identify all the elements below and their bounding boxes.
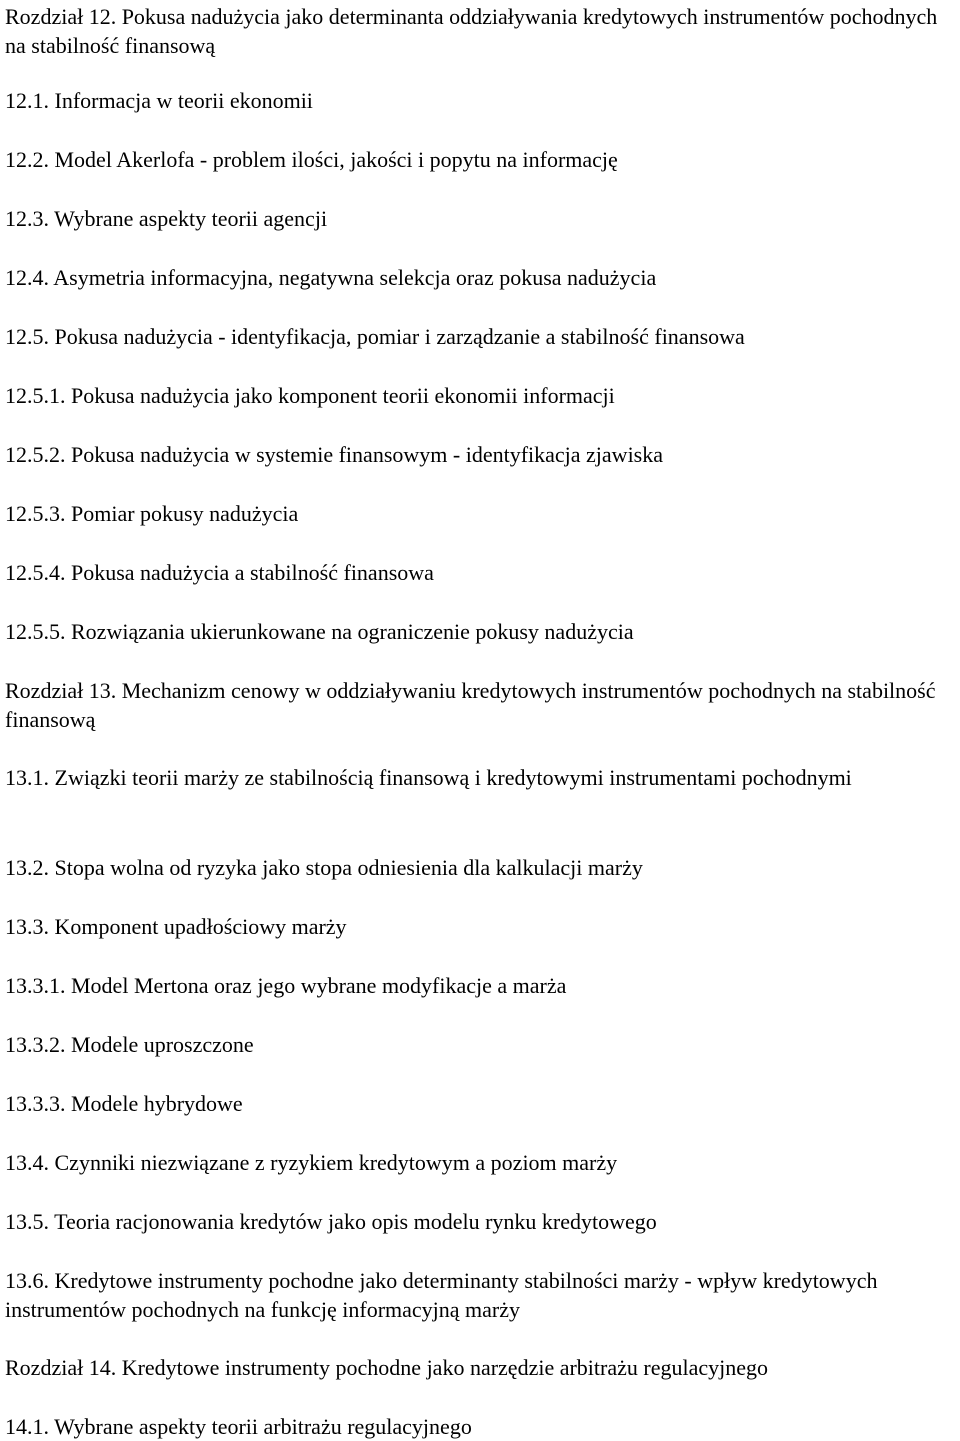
toc-entry-12-5-1: 12.5.1. Pokusa nadużycia jako komponent teorii ekonomii informacji (5, 383, 615, 408)
toc-entry-14-1: 14.1. Wybrane aspekty teorii arbitrażu regulacyjnego (5, 1414, 472, 1439)
chapter-12-heading: Rozdział 12. Pokusa nadużycia jako determinanta oddziaływania kredytowych instrumentów pochodnych na stabilność finansową (5, 4, 938, 58)
toc-entry-12-5-2: 12.5.2. Pokusa nadużycia w systemie finansowym - identyfikacja zjawiska (5, 442, 664, 467)
toc-entry-13-1: 13.1. Związki teorii marży ze stabilnością finansową i kredytowymi instrumentami pochodnymi (5, 765, 852, 790)
toc-entry-13-5: 13.5. Teoria racjonowania kredytów jako opis modelu rynku kredytowego (5, 1209, 657, 1234)
toc-entry-12-3: 12.3. Wybrane aspekty teorii agencji (5, 206, 328, 231)
toc-entry-12-1: 12.1. Informacja w teorii ekonomii (5, 88, 313, 113)
toc-entry-13-6: 13.6. Kredytowe instrumenty pochodne jako determinanty stabilności marży - wpływ kredytowych instrumentów pochodnych na funkcję informacyjną marży (5, 1268, 878, 1322)
toc-entry-12-5-4: 12.5.4. Pokusa nadużycia a stabilność finansowa (5, 560, 434, 585)
chapter-13-heading: Rozdział 13. Mechanizm cenowy w oddziaływaniu kredytowych instrumentów pochodnych na stabilność finansową (5, 678, 936, 732)
toc-entry-13-4: 13.4. Czynniki niezwiązane z ryzykiem kredytowym a poziom marży (5, 1150, 618, 1175)
toc-entry-12-5: 12.5. Pokusa nadużycia - identyfikacja, pomiar i zarządzanie a stabilność finansowa (5, 324, 745, 349)
toc-entry-12-5-5: 12.5.5. Rozwiązania ukierunkowane na ograniczenie pokusy nadużycia (5, 619, 634, 644)
toc-entry-12-5-3: 12.5.3. Pomiar pokusy nadużycia (5, 501, 299, 526)
toc-entry-12-2: 12.2. Model Akerlofa - problem ilości, jakości i popytu na informację (5, 147, 618, 172)
toc-entry-12-4: 12.4. Asymetria informacyjna, negatywna selekcja oraz pokusa nadużycia (5, 265, 657, 290)
toc-entry-13-3-1: 13.3.1. Model Mertona oraz jego wybrane modyfikacje a marża (5, 973, 567, 998)
toc-entry-13-3-2: 13.3.2. Modele uproszczone (5, 1032, 254, 1057)
chapter-14-heading: Rozdział 14. Kredytowe instrumenty pochodne jako narzędzie arbitrażu regulacyjnego (5, 1355, 768, 1380)
toc-entry-13-2: 13.2. Stopa wolna od ryzyka jako stopa odniesienia dla kalkulacji marży (5, 855, 643, 880)
toc-entry-13-3: 13.3. Komponent upadłościowy marży (5, 914, 347, 939)
toc-entry-13-3-3: 13.3.3. Modele hybrydowe (5, 1091, 243, 1116)
